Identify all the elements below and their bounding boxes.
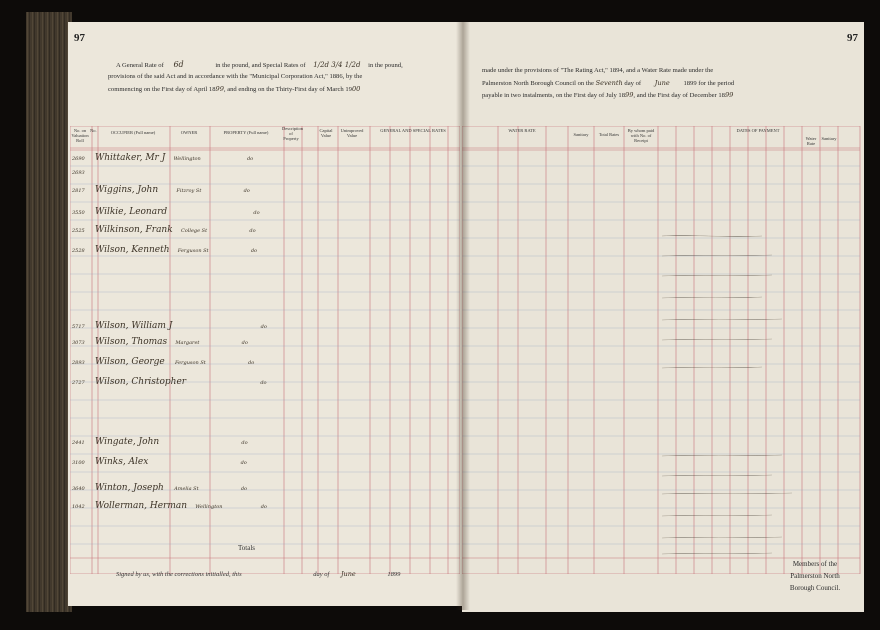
row-occupier: Winks, Alex bbox=[94, 457, 149, 467]
row-owner: Ferguson St bbox=[174, 360, 206, 366]
left-header-line2: provisions of the said Act and in accordance with the "Municipal Corporation Act," 1886, by the bbox=[108, 73, 363, 80]
row-occupier: Wilkinson, Frank bbox=[94, 225, 173, 235]
ledger-row bbox=[72, 224, 256, 235]
ledger-row bbox=[72, 456, 247, 467]
row-property: do bbox=[260, 380, 267, 386]
row-occupier: Winton, Joseph bbox=[94, 483, 164, 493]
row-occupier: Wilson, Christopher bbox=[94, 377, 187, 387]
ledger-row bbox=[72, 436, 248, 447]
row-number: 3100 bbox=[72, 460, 85, 466]
ledger-row bbox=[72, 244, 257, 255]
ledger-row bbox=[72, 184, 250, 195]
row-occupier: Wingate, John bbox=[94, 437, 160, 447]
col-no: No. bbox=[90, 128, 97, 133]
row-occupier: Wiggins, John bbox=[94, 185, 159, 195]
ledger-row bbox=[72, 166, 85, 176]
row-owner: Amelia St bbox=[174, 486, 199, 492]
row-number: 5717 bbox=[72, 324, 85, 330]
row-property: do bbox=[250, 248, 258, 254]
row-property: do bbox=[240, 486, 248, 492]
row-occupier: Wilson, George bbox=[94, 357, 165, 367]
ledger-row bbox=[72, 500, 267, 511]
row-number: 2441 bbox=[72, 440, 85, 446]
ledger-row bbox=[72, 356, 254, 367]
row-owner: Margaret bbox=[175, 340, 200, 346]
row-occupier: Wilson, William J bbox=[94, 321, 173, 331]
row-occupier: Wilson, Kenneth bbox=[94, 245, 170, 255]
row-number: 2525 bbox=[72, 228, 85, 234]
row-owner: Ferguson St bbox=[177, 248, 209, 254]
col-water-rate: WATER RATE bbox=[508, 128, 536, 133]
row-owner: Wellington bbox=[195, 504, 223, 510]
right-page-number: 97 bbox=[847, 32, 858, 44]
row-property: do bbox=[240, 460, 247, 466]
row-number: 3550 bbox=[72, 210, 85, 216]
book-gutter bbox=[456, 22, 470, 610]
col-sanitary: Sanitary bbox=[573, 132, 589, 137]
col-dates-of-payment: DATES OF PAYMENT bbox=[736, 128, 780, 133]
ledger-row bbox=[72, 152, 253, 163]
signature-line: Signed by us, with the corrections initialled, this day of June 1899 bbox=[116, 570, 401, 578]
row-occupier: Wilson, Thomas bbox=[94, 337, 168, 347]
left-header-line1: A General Rate of 6d in the pound, and Special Rates of 1/2d 3/4 1/2d in the pound, bbox=[116, 60, 403, 69]
row-number: 2693 bbox=[72, 170, 85, 176]
right-header-line2: Palmerston North Borough Council on the Seventh day of June 1899 for the period bbox=[482, 79, 735, 87]
row-owner: Fitzroy St bbox=[176, 188, 202, 194]
left-page bbox=[68, 22, 462, 606]
col-general-special-rates: GENERAL AND SPECIAL RATES bbox=[380, 128, 446, 133]
row-property: do bbox=[241, 340, 248, 346]
col-total-rates: Total Rates bbox=[598, 132, 620, 137]
totals-label: Totals bbox=[238, 544, 256, 552]
ledger-row bbox=[72, 206, 260, 217]
col-sanitary-paid: Sanitary bbox=[821, 136, 837, 141]
row-property: do bbox=[243, 188, 250, 194]
row-number: 2817 bbox=[72, 188, 85, 194]
row-property: do bbox=[260, 504, 267, 510]
row-property: do bbox=[260, 324, 267, 330]
row-owner: College St bbox=[180, 228, 208, 234]
row-property: do bbox=[253, 210, 260, 216]
ledger-row bbox=[72, 320, 267, 331]
right-ledger-grid bbox=[462, 126, 864, 574]
right-header-line1: made under the provisions of "The Rating Act," 1894, and a Water Rate made under the bbox=[482, 67, 714, 74]
left-header-line3: commencing on the First day of April 1899, and ending on the Thirty-First day of March 1900 bbox=[108, 85, 361, 93]
col-valuation-roll: No. on Valuation Roll bbox=[71, 128, 89, 143]
left-page-number: 97 bbox=[74, 32, 85, 44]
col-property: PROPERTY (Full name) bbox=[223, 130, 269, 135]
col-paid-by: By whom paid with No. of Receipt bbox=[627, 128, 655, 143]
col-water-rate-paid: Water Rate bbox=[805, 136, 817, 146]
row-number: 3640 bbox=[72, 486, 85, 492]
row-number: 2727 bbox=[72, 380, 85, 386]
row-number: 2528 bbox=[72, 248, 85, 254]
ledger-row bbox=[72, 482, 247, 493]
right-header-line3: payable in two instalments, on the First day of July 1899, and the First day of December 1899 bbox=[482, 91, 734, 99]
page-edges bbox=[26, 12, 72, 612]
row-occupier: Whittaker, Mr J bbox=[94, 153, 166, 163]
col-unimproved-value: Unimproved Value bbox=[340, 128, 364, 138]
row-owner: Wellington bbox=[173, 156, 201, 162]
ledger-row bbox=[72, 336, 248, 347]
row-property: do bbox=[246, 156, 254, 162]
row-property: do bbox=[249, 228, 256, 234]
col-occupier: OCCUPIER (Full name) bbox=[110, 130, 156, 135]
col-description: Description of Property bbox=[282, 126, 303, 141]
council-members-box: Members of the Palmerston North Borough Council. bbox=[789, 560, 841, 592]
row-number: 1042 bbox=[72, 504, 85, 510]
row-occupier: Wilkie, Leonard bbox=[94, 207, 168, 217]
row-number: 2690 bbox=[72, 156, 85, 162]
row-number: 2893 bbox=[72, 360, 85, 366]
col-owner: OWNER bbox=[180, 130, 198, 135]
col-capital-value: Capital Value bbox=[319, 128, 333, 138]
right-page bbox=[462, 22, 864, 612]
row-property: do bbox=[241, 440, 248, 446]
row-occupier: Wollerman, Herman bbox=[94, 501, 188, 511]
row-number: 3073 bbox=[72, 340, 85, 346]
row-property: do bbox=[248, 360, 255, 366]
ledger-row bbox=[72, 376, 267, 387]
